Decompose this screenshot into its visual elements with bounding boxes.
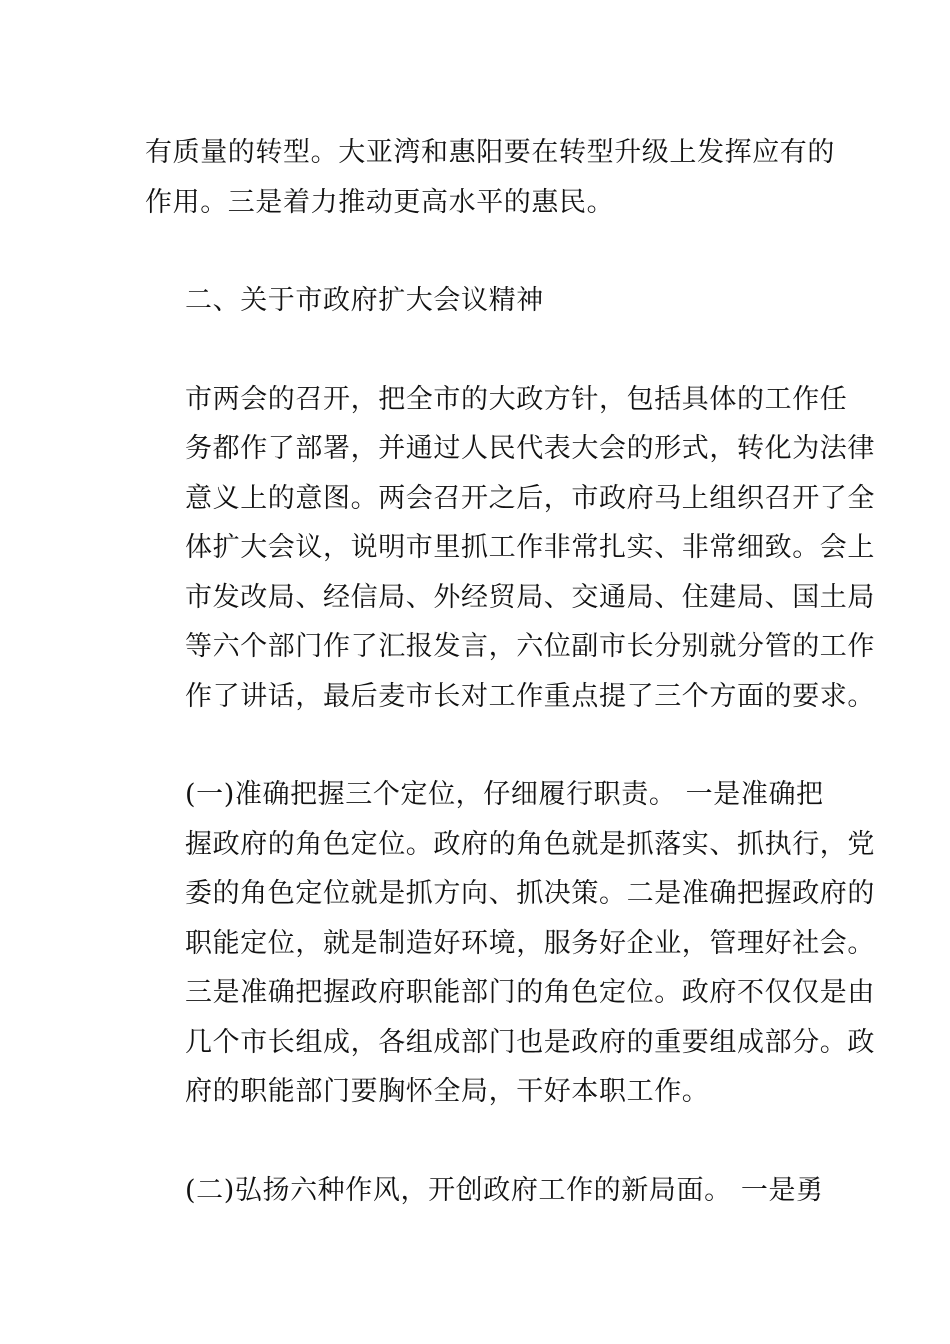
text-line: 作用。三是着力推动更高水平的惠民。 <box>145 186 615 218</box>
text-line: (二)弘扬六种作风，开创政府工作的新局面。 一是勇 <box>185 1174 824 1206</box>
text-line: 三是准确把握政府职能部门的角色定位。政府不仅仅是由 <box>185 977 875 1008</box>
text-line: 委的角色定位就是抓方向、抓决策。二是准确把握政府的 <box>185 878 875 909</box>
text-line: 握政府的角色定位。政府的角色就是抓落实、抓执行，党 <box>185 828 875 860</box>
text-line: 有质量的转型。大亚湾和惠阳要在转型升级上发挥应有的 <box>145 137 835 168</box>
text-line: 体扩大会议，说明市里抓工作非常扎实、非常细致。会上 <box>185 532 875 563</box>
text-line: 市发改局、经信局、外经贸局、交通局、住建局、国土局 <box>185 581 875 613</box>
section-heading <box>145 276 810 326</box>
heading-text: 二、关于市政府扩大会议精神 <box>185 285 544 316</box>
text-line: 职能定位，就是制造好环境，服务好企业，管理好社会。 <box>185 927 875 959</box>
text-line: 务都作了部署，并通过人民代表大会的形式，转化为法律 <box>185 433 875 464</box>
document-page <box>145 128 875 1215</box>
text-line: 几个市长组成，各组成部门也是政府的重要组成部分。政 <box>185 1026 875 1058</box>
paragraph-transformation <box>145 128 835 227</box>
text-line: 等六个部门作了汇报发言，六位副市长分别就分管的工作 <box>185 631 875 662</box>
text-line: (一)准确把握三个定位，仔细履行职责。 一是准确把 <box>185 779 824 810</box>
paragraph-three-positions <box>145 770 875 1117</box>
paragraph-two-sessions <box>145 375 875 722</box>
text-line: 府的职能部门要胸怀全局，干好本职工作。 <box>185 1076 710 1107</box>
paragraph-six-styles <box>145 1166 824 1216</box>
text-line: 作了讲话，最后麦市长对工作重点提了三个方面的要求。 <box>185 680 875 712</box>
text-line: 市两会的召开，把全市的大政方针，包括具体的工作任 <box>185 383 848 415</box>
text-line: 意义上的意图。两会召开之后，市政府马上组织召开了全 <box>185 482 875 514</box>
